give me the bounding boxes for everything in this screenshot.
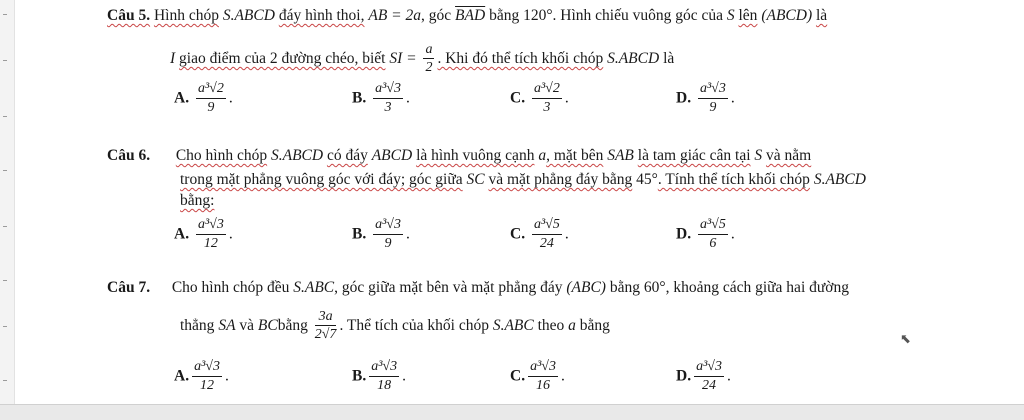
q7-math: S.ABC [293, 279, 335, 296]
q5-text: Hình chóp [153, 7, 219, 24]
q5-text: là [815, 7, 828, 24]
q7-math: BC [257, 317, 278, 334]
fraction-numerator: a³√5 [698, 218, 728, 235]
q6-line1 [107, 146, 811, 166]
q5-math: (ABCD) [761, 7, 813, 24]
fraction-numerator: a³√3 [196, 218, 226, 235]
fraction-denominator: 3 [543, 99, 551, 115]
q7-label: Câu 7. [107, 279, 151, 296]
q7-option-c[interactable]: C. $\frac{\text{a³√3}}{16}$ . [510, 359, 565, 393]
fraction-numerator: a³√3 [373, 82, 403, 99]
ruler-tick [3, 170, 7, 171]
q5-text: là [663, 50, 675, 67]
q7-option-b[interactable]: B. $\frac{\text{a³√3}}{18}$ . [352, 359, 406, 393]
q5-math: SI = [389, 50, 417, 67]
fraction-denominator: 12 [200, 377, 215, 393]
q6-text: . Tính thể tích khối chóp [657, 171, 810, 188]
option-fraction [196, 218, 226, 251]
q6-text: có đáy [326, 147, 368, 164]
q7-math: S.ABC [492, 317, 534, 334]
option-label: B. [352, 367, 367, 385]
q6-option-a[interactable]: A. $\frac{\text{a³√3}}{12}$ . [174, 217, 233, 251]
fraction-numerator: a³√3 [698, 82, 728, 99]
q6-math: SC [466, 171, 485, 188]
option-fraction [369, 360, 399, 393]
q7-text: Cho hình chóp đều [171, 279, 290, 296]
q7-text: thẳng [180, 317, 215, 334]
option-label: A. [174, 367, 190, 385]
q5-math: 120° [523, 7, 553, 24]
q7-line2 [180, 308, 610, 344]
q5-text: . Hình chiếu vuông góc của [552, 7, 723, 24]
option-fraction [532, 218, 562, 251]
fraction-numerator: a [423, 43, 434, 60]
ruler-tick [3, 60, 7, 61]
option-label: C. [510, 367, 526, 385]
fraction-numerator: 3a [315, 310, 337, 327]
fraction-denominator: 24 [702, 377, 717, 393]
q7-text: , góc giữa mặt bên và mặt phẳng đáy [334, 279, 563, 296]
option-label: D. [676, 367, 692, 385]
fraction-numerator: a³√3 [694, 360, 724, 377]
fraction-numerator: a³√3 [373, 218, 403, 235]
ruler-tick [3, 226, 7, 227]
q7-text: bằng [609, 279, 640, 296]
q6-text: là tam giác cân tại [637, 147, 751, 164]
fraction-denominator: 9 [384, 235, 392, 251]
fraction-numerator: a³√3 [369, 360, 399, 377]
q7-text: bằng [579, 317, 610, 334]
option-fraction [373, 82, 403, 115]
q5-option-d[interactable]: D. $\frac{\text{a³√3}}{9}$ . [676, 81, 735, 115]
fraction-denominator: 9 [709, 99, 717, 115]
q5-math: S.ABCD [222, 7, 275, 24]
q6-math: S.ABCD [813, 171, 866, 188]
option-label: C. [510, 89, 526, 107]
option-fraction [698, 218, 728, 251]
q5-option-c[interactable]: C. $\frac{\text{a³√2}}{3}$ . [510, 81, 569, 115]
fraction-denominator: 16 [536, 377, 551, 393]
mouse-cursor-icon: ⬉ [900, 332, 911, 347]
q7-fraction [315, 310, 337, 343]
q5-option-b[interactable]: B. $\frac{\text{a³√3}}{3}$ . [352, 81, 410, 115]
fraction-numerator: a³√5 [532, 218, 562, 235]
fraction-numerator: a³√2 [532, 82, 562, 99]
q5-text: giao điểm của 2 đường chéo, biết [179, 50, 386, 67]
fraction-numerator: a³√3 [528, 360, 558, 377]
q5-math: I [170, 50, 176, 67]
q5-math: S.ABCD [607, 50, 660, 67]
q5-text: lên [738, 7, 758, 24]
ruler-tick [3, 116, 7, 117]
fraction-numerator: a³√2 [196, 82, 226, 99]
q7-math: 60° [643, 279, 666, 296]
q5-line2 [170, 42, 674, 76]
q6-text: trong mặt phẳng vuông góc với đáy; góc giữa [180, 171, 463, 188]
ruler-tick [3, 14, 7, 15]
q6-option-b[interactable]: B. $\frac{\text{a³√3}}{9}$ . [352, 217, 410, 251]
q7-text: và [239, 317, 255, 334]
q5-line1 [107, 6, 827, 26]
q7-option-d[interactable]: D. $\frac{\text{a³√3}}{24}$ . [676, 359, 731, 393]
q7-text: bằng [277, 317, 308, 334]
q6-text: và nằm [766, 147, 812, 164]
option-fraction [373, 218, 403, 251]
fraction-denominator: 6 [709, 235, 717, 251]
q7-math: SA [218, 317, 236, 334]
option-fraction [192, 360, 222, 393]
option-label: A. [174, 89, 190, 107]
fraction-denominator: 24 [539, 235, 554, 251]
option-label: C. [510, 225, 526, 243]
q6-label: Câu 6. [107, 147, 151, 164]
q5-math: AB = 2a [368, 7, 422, 24]
option-label: D. [676, 89, 692, 107]
option-label: D. [676, 225, 692, 243]
q6-line2 [180, 170, 866, 190]
q7-math: (ABC) [566, 279, 606, 296]
fraction-denominator: 2√7 [314, 327, 337, 343]
q6-text: và mặt phẳng đáy bằng [488, 171, 633, 188]
fraction-denominator: 9 [207, 99, 215, 115]
q6-text: Cho hình chóp [175, 147, 268, 164]
q6-math: ABCD [371, 147, 413, 164]
q6-line3 [180, 191, 214, 211]
fraction-denominator: 3 [384, 99, 392, 115]
q5-option-a[interactable]: A. $\frac{\text{a³√2}}{9}$ . [174, 81, 233, 115]
ruler-tick [3, 380, 7, 381]
fraction-denominator: 2 [425, 60, 433, 76]
q6-text: bằng: [180, 192, 215, 209]
q6-text: là hình vuông cạnh [416, 147, 535, 164]
q5-fraction [423, 43, 434, 76]
ruler-tick [3, 280, 7, 281]
q6-option-c[interactable]: C. $\frac{\text{a³√5}}{24}$ . [510, 217, 569, 251]
q5-text: , góc [421, 7, 452, 24]
q6-math: SAB [607, 147, 634, 164]
option-label: B. [352, 225, 367, 243]
q6-math: 45° [636, 171, 658, 188]
option-fraction [196, 82, 226, 115]
q7-line1 [107, 278, 849, 298]
q7-text: theo [537, 317, 565, 334]
q6-math: S.ABCD [270, 147, 324, 164]
fraction-denominator: 18 [377, 377, 392, 393]
q6-math: S [754, 147, 763, 164]
option-label: B. [352, 89, 367, 107]
q7-text: , khoảng cách giữa hai đường [665, 279, 849, 296]
status-bar [0, 404, 1024, 420]
q5-text: đáy hình thoi, [278, 7, 365, 24]
document-page [14, 0, 1024, 404]
q5-math: S [726, 7, 735, 24]
fraction-numerator: a³√3 [192, 360, 222, 377]
fraction-denominator: 12 [203, 235, 218, 251]
q5-text: . Khi đó thể tích khối chóp [437, 50, 604, 67]
option-label: A. [174, 225, 190, 243]
q7-text: . Thể tích của khối chóp [339, 317, 489, 334]
option-fraction [694, 360, 724, 393]
q6-math: a [538, 147, 547, 164]
option-fraction [532, 82, 562, 115]
q7-option-a[interactable]: A. $\frac{\text{a³√3}}{12}$ . [174, 359, 229, 393]
ruler-tick [3, 326, 7, 327]
option-fraction [698, 82, 728, 115]
q6-option-d[interactable]: D. $\frac{\text{a³√5}}{6}$ . [676, 217, 735, 251]
q5-label: Câu 5. [107, 7, 151, 24]
q5-text: bằng [489, 7, 520, 24]
q6-text: , mặt bên [546, 147, 604, 164]
q5-angle: $\overline{BAD}$ [455, 7, 486, 24]
left-ruler [0, 0, 15, 404]
option-fraction [528, 360, 558, 393]
q7-math: a [568, 317, 576, 334]
